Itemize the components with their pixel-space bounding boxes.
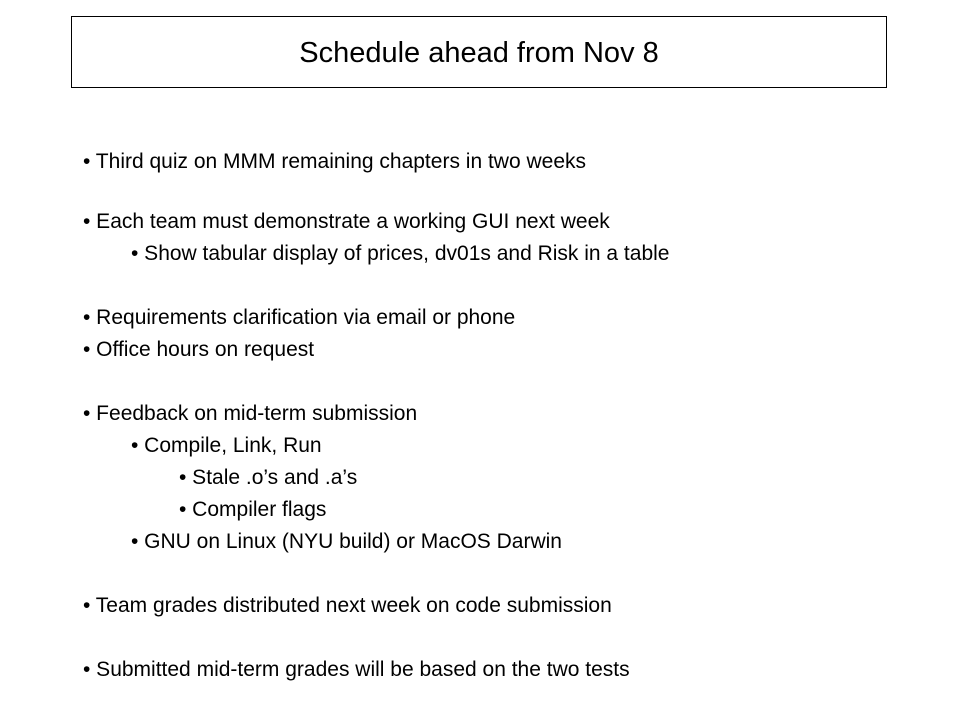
bullet-item: • Team grades distributed next week on code submission: [83, 594, 612, 617]
sub-sub-bullet-item: • Compiler flags: [179, 498, 327, 521]
slide-title: Schedule ahead from Nov 8: [299, 36, 659, 69]
bullet-item: • Third quiz on MMM remaining chapters in two weeks: [83, 150, 586, 173]
bullet-item: • Feedback on mid-term submission: [83, 402, 418, 425]
bullet-item: • Requirements clarification via email or phone: [83, 306, 516, 329]
sub-bullet-item: • Show tabular display of prices, dv01s and Risk in a table: [131, 242, 670, 265]
sub-bullet-item: • GNU on Linux (NYU build) or MacOS Darwin: [131, 530, 562, 553]
bullet-item: • Office hours on request: [83, 338, 315, 361]
bullet-item: • Submitted mid-term grades will be based on the two tests: [83, 658, 630, 681]
sub-sub-bullet-item: • Stale .o’s and .a’s: [179, 466, 358, 489]
bullet-item: • Each team must demonstrate a working GUI next week: [83, 210, 610, 233]
sub-bullet-item: • Compile, Link, Run: [131, 434, 322, 457]
